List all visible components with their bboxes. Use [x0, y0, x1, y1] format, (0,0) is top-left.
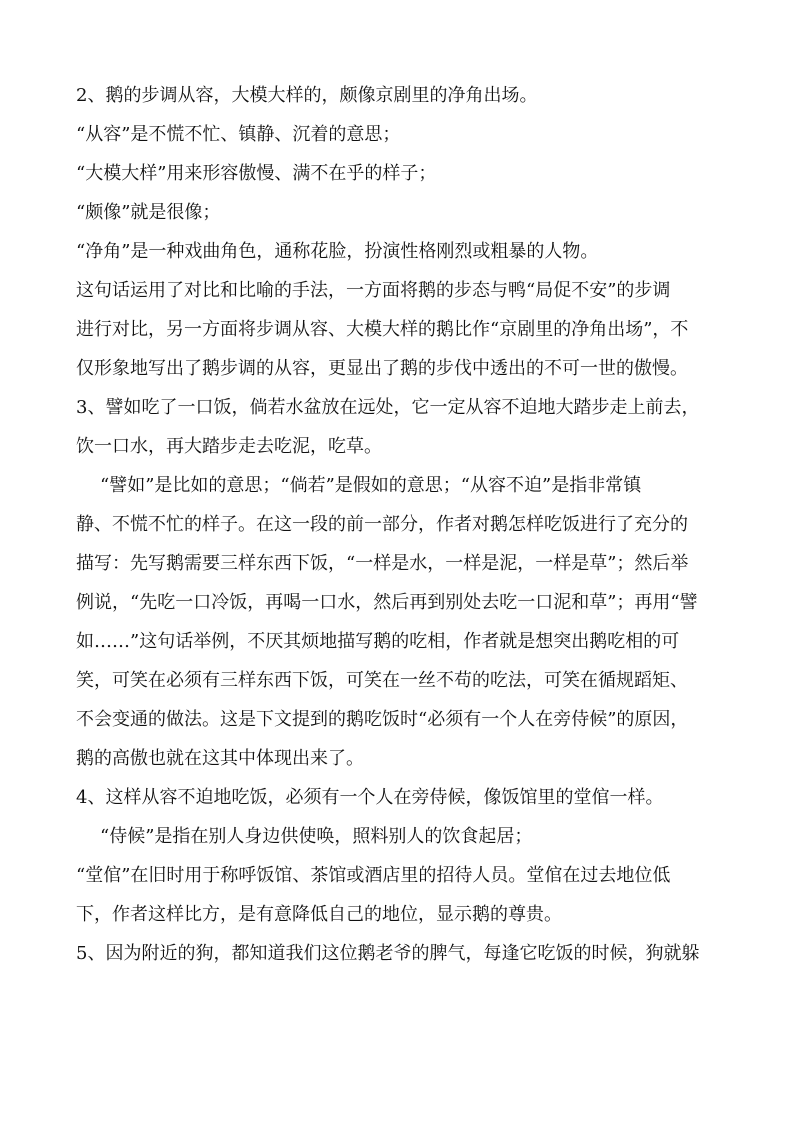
paragraph-line-14: 例说，“先吃一口冷饭，再喝一口水，然后再到别处去吃一口泥和草”；再用“譬 [76, 592, 698, 613]
paragraph-line-8: 仅形象地写出了鹅步调的从容，更显出了鹅的步伐中透出的不可一世的傲慢。 [76, 358, 688, 379]
paragraph-line-21: “堂倌”在旧时用于称呼饭馆、茶馆或酒店里的招待人员。堂倌在过去地位低 [76, 865, 671, 886]
paragraph-line-12: 静、不慌不忙的样子。在这一段的前一部分，作者对鹅怎样吃饭进行了充分的 [76, 514, 688, 535]
paragraph-line-19: 4、这样从容不迫地吃饭，必须有一个人在旁侍候，像饭馆里的堂倌一样。 [76, 787, 664, 808]
paragraph-line-18: 鹅的高傲也就在这其中体现出来了。 [76, 748, 364, 769]
paragraph-line-6: 这句话运用了对比和比喻的手法，一方面将鹅的步态与鸭“局促不安”的步调 [76, 280, 671, 301]
paragraph-line-10: 饮一口水，再大踏步走去吃泥，吃草。 [76, 436, 382, 457]
paragraph-line-17: 不会变通的做法。这是下文提到的鹅吃饭时“必须有一个人在旁侍候”的原因， [76, 709, 689, 730]
paragraph-line-15: 如……”这句话举例，不厌其烦地描写鹅的吃相，作者就是想突出鹅吃相的可 [76, 631, 680, 652]
paragraph-line-11: “譬如”是比如的意思；“倘若”是假如的意思；“从容不迫”是指非常镇 [100, 475, 642, 496]
paragraph-line-7: 进行对比，另一方面将步调从容、大模大样的鹅比作“京剧里的净角出场”，不 [76, 319, 689, 340]
paragraph-line-3: “大模大样”用来形容傲慢、满不在乎的样子； [76, 163, 437, 184]
paragraph-line-16: 笑，可笑在必须有三样东西下饭，可笑在一丝不苟的吃法，可笑在循规蹈矩、 [76, 670, 688, 691]
paragraph-line-13: 描写：先写鹅需要三样东西下饭，“一样是水，一样是泥，一样是草”；然后举 [76, 553, 689, 574]
paragraph-line-5: “净角”是一种戏曲角色，通称花脸，扮演性格刚烈或粗暴的人物。 [76, 241, 599, 262]
paragraph-line-20: “侍候”是指在别人身边供使唤，照料别人的饮食起居； [100, 826, 533, 847]
paragraph-line-2: “从容”是不慌不忙、镇静、沉着的意思； [76, 124, 401, 145]
paragraph-line-9: 3、譬如吃了一口饭，倘若水盆放在远处，它一定从容不迫地大踏步走上前去， [76, 397, 700, 418]
paragraph-line-22: 下，作者这样比方，是有意降低自己的地位，显示鹅的尊贵。 [76, 904, 562, 925]
paragraph-line-1: 2、鹅的步调从容，大模大样的，颇像京剧里的净角出场。 [76, 85, 538, 106]
paragraph-line-23: 5、因为附近的狗，都知道我们这位鹅老爷的脾气，每逢它吃饭的时候，狗就躲 [76, 943, 700, 964]
document-body [76, 84, 726, 981]
paragraph-line-4: “颇像”就是很像； [76, 202, 221, 223]
